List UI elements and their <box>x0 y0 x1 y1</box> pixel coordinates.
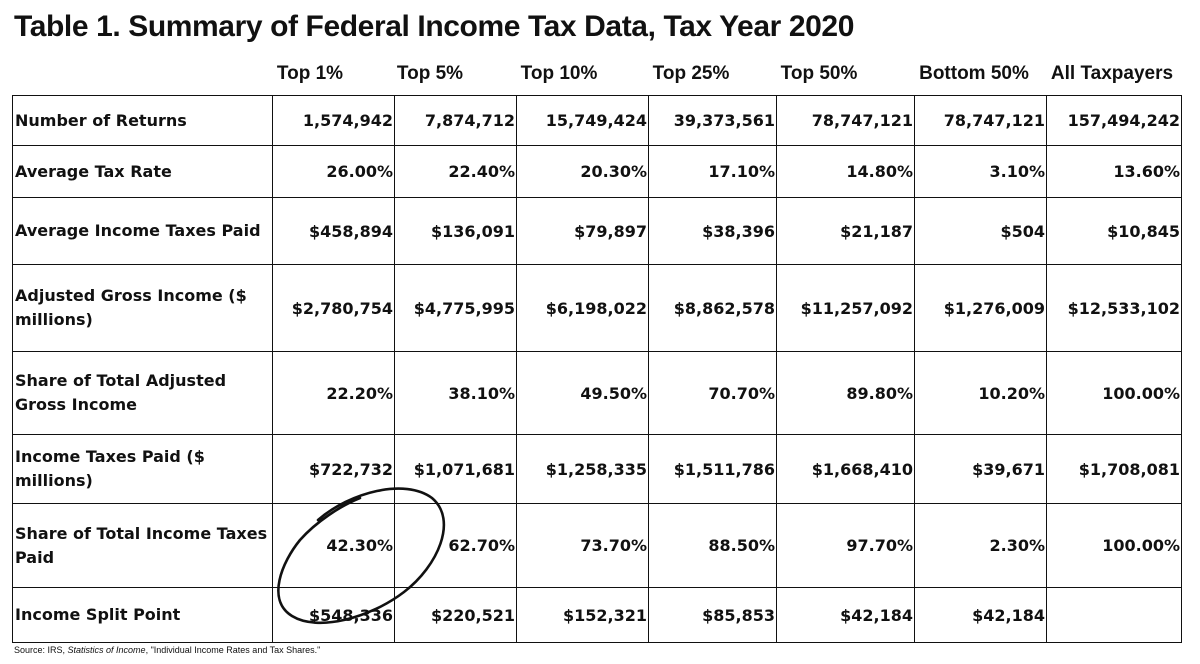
column-header-top-50: Top 50% <box>780 63 858 84</box>
table-row <box>13 504 1182 588</box>
table-row <box>13 198 1182 265</box>
table-cell: 1,574,942 <box>273 96 395 146</box>
table-cell: 49.50% <box>517 352 649 435</box>
table-cell: 20.30% <box>517 146 649 198</box>
table-cell: 78,747,121 <box>915 96 1047 146</box>
row-label-average-tax-rate: Average Tax Rate <box>13 146 273 198</box>
table-cell: $1,708,081 <box>1047 435 1182 504</box>
table-cell: 10.20% <box>915 352 1047 435</box>
column-header-top-5: Top 5% <box>396 63 464 84</box>
table-cell: $12,533,102 <box>1047 265 1182 352</box>
table-cell: $1,258,335 <box>517 435 649 504</box>
column-header-bottom-50: Bottom 50% <box>919 63 1029 84</box>
table-row <box>13 435 1182 504</box>
row-label-income-split-point: Income Split Point <box>13 588 273 643</box>
table-cell: $1,276,009 <box>915 265 1047 352</box>
table-cell: 70.70% <box>649 352 777 435</box>
row-label-share-of-total-income-taxes-paid: Share of Total Income Taxes Paid <box>13 504 273 588</box>
table-cell: 38.10% <box>395 352 517 435</box>
table-cell: $4,775,995 <box>395 265 517 352</box>
table-row <box>13 96 1182 146</box>
table-row <box>13 265 1182 352</box>
table-cell: 89.80% <box>777 352 915 435</box>
table-cell: 14.80% <box>777 146 915 198</box>
tax-data-table <box>12 95 1182 643</box>
table-cell: 15,749,424 <box>517 96 649 146</box>
table-cell: $458,894 <box>273 198 395 265</box>
table-cell: $38,396 <box>649 198 777 265</box>
table-cell: 3.10% <box>915 146 1047 198</box>
table-cell: 13.60% <box>1047 146 1182 198</box>
table-cell: $39,671 <box>915 435 1047 504</box>
table-cell: $548,336 <box>273 588 395 643</box>
table-cell: 97.70% <box>777 504 915 588</box>
table-cell: 100.00% <box>1047 504 1182 588</box>
column-header-top-10: Top 10% <box>520 63 598 84</box>
table-cell: $79,897 <box>517 198 649 265</box>
row-label-average-income-taxes-paid: Average Income Taxes Paid <box>13 198 273 265</box>
table-cell: 26.00% <box>273 146 395 198</box>
table-cell: $10,845 <box>1047 198 1182 265</box>
table-cell: 157,494,242 <box>1047 96 1182 146</box>
table-row <box>13 146 1182 198</box>
table-cell: 42.30% <box>273 504 395 588</box>
table-cell <box>1047 588 1182 643</box>
table-cell: 7,874,712 <box>395 96 517 146</box>
table-cell: $1,668,410 <box>777 435 915 504</box>
table-cell: $136,091 <box>395 198 517 265</box>
table-cell: $8,862,578 <box>649 265 777 352</box>
source-note <box>14 645 320 655</box>
table-cell: 2.30% <box>915 504 1047 588</box>
table-cell: $220,521 <box>395 588 517 643</box>
table-cell: $11,257,092 <box>777 265 915 352</box>
table-cell: $1,071,681 <box>395 435 517 504</box>
table-cell: 22.40% <box>395 146 517 198</box>
table-cell: $504 <box>915 198 1047 265</box>
column-header-top-25: Top 25% <box>652 63 730 84</box>
table-row <box>13 352 1182 435</box>
table-cell: $6,198,022 <box>517 265 649 352</box>
table-cell: 39,373,561 <box>649 96 777 146</box>
source-publication: Statistics of Income <box>67 645 146 655</box>
source-prefix: Source: IRS, <box>14 645 68 655</box>
table-cell: $42,184 <box>915 588 1047 643</box>
table-cell: $1,511,786 <box>649 435 777 504</box>
table-cell: $85,853 <box>649 588 777 643</box>
table-cell: 73.70% <box>517 504 649 588</box>
table-cell: 17.10% <box>649 146 777 198</box>
table-cell: $21,187 <box>777 198 915 265</box>
column-header-top-1: Top 1% <box>276 63 344 84</box>
table-cell: $2,780,754 <box>273 265 395 352</box>
table-cell: $722,732 <box>273 435 395 504</box>
table-cell: $42,184 <box>777 588 915 643</box>
row-label-adjusted-gross-income: Adjusted Gross Income ($ millions) <box>13 265 273 352</box>
table-cell: $152,321 <box>517 588 649 643</box>
column-header-all-taxpayers: All Taxpayers <box>1050 63 1174 84</box>
table-cell: 88.50% <box>649 504 777 588</box>
table-cell: 100.00% <box>1047 352 1182 435</box>
table-title: Table 1. Summary of Federal Income Tax Data, Tax Year 2020 <box>14 10 854 43</box>
table-cell: 22.20% <box>273 352 395 435</box>
table-cell: 78,747,121 <box>777 96 915 146</box>
row-label-income-taxes-paid: Income Taxes Paid ($ millions) <box>13 435 273 504</box>
table-cell: 62.70% <box>395 504 517 588</box>
table-row <box>13 588 1182 643</box>
row-label-share-of-total-agi: Share of Total Adjusted Gross Income <box>13 352 273 435</box>
source-suffix: , "Individual Income Rates and Tax Shares." <box>145 645 321 655</box>
row-label-number-of-returns: Number of Returns <box>13 96 273 146</box>
